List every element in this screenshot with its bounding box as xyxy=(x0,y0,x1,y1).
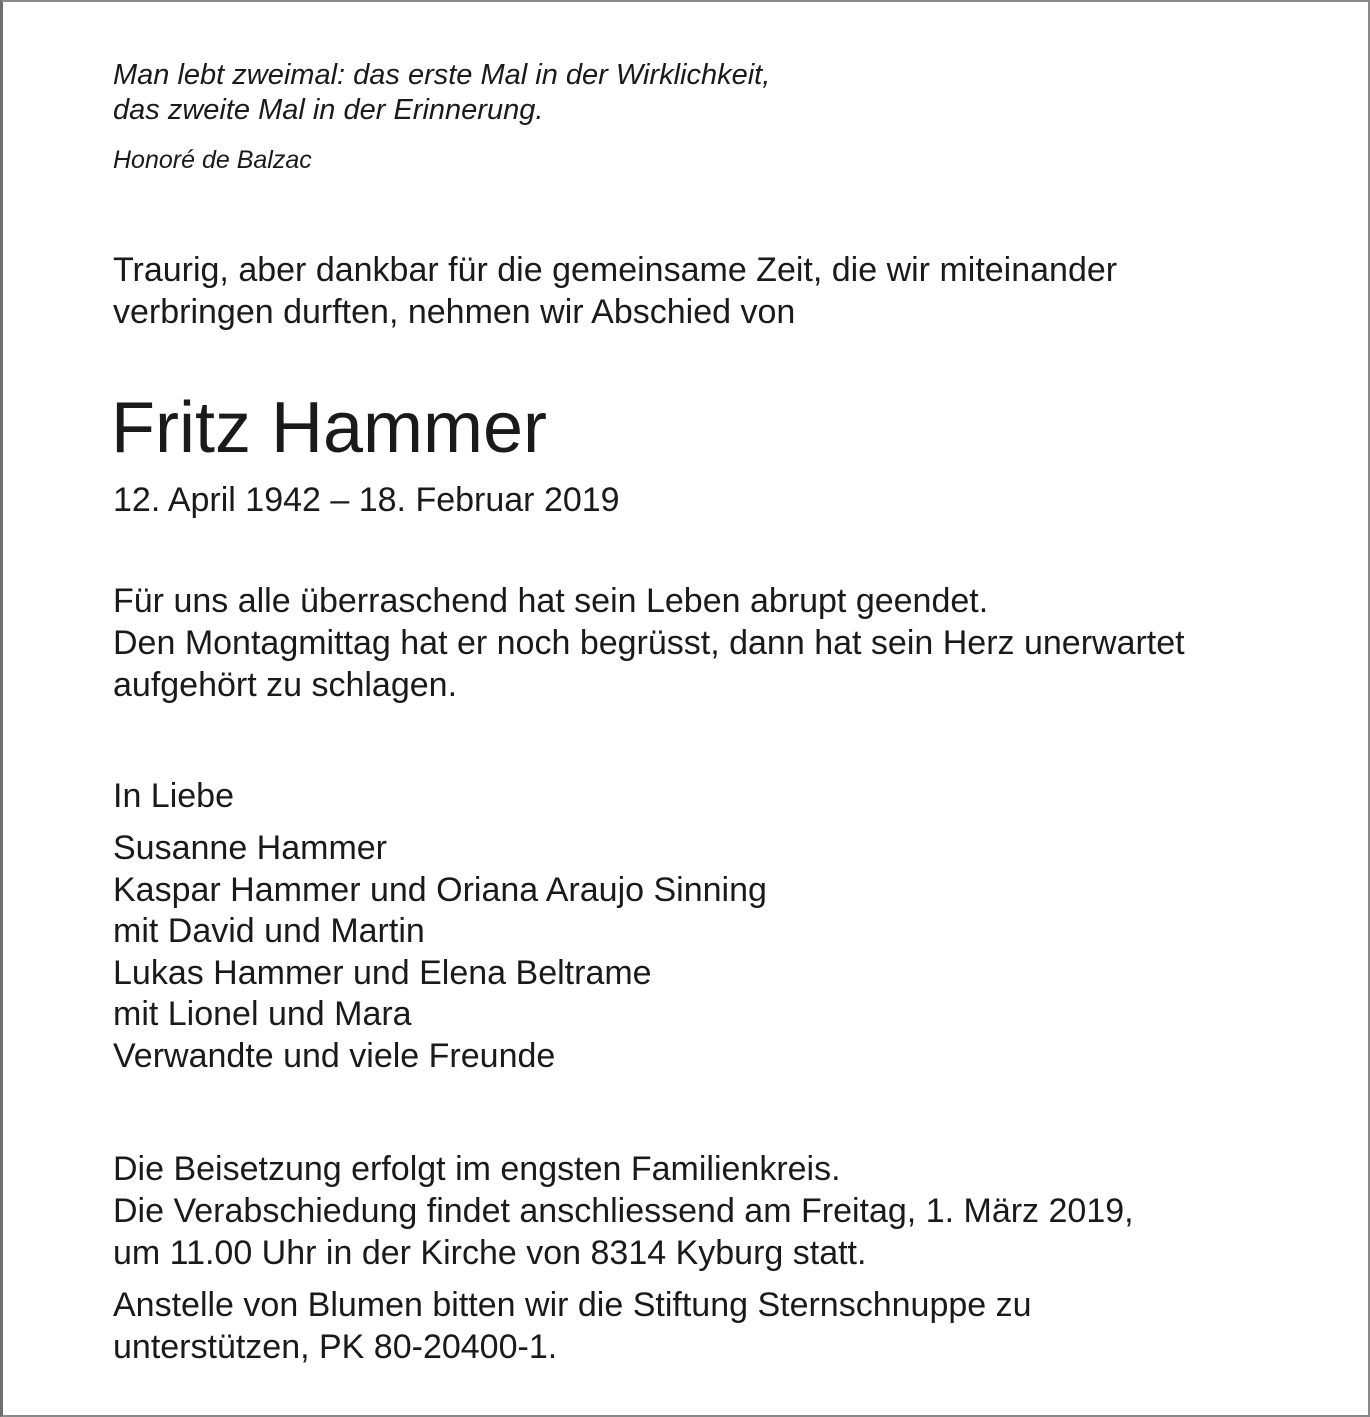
quote-line: Man lebt zweimal: das erste Mal in der Wirklichkeit, xyxy=(113,59,771,91)
closing-phrase: In Liebe xyxy=(113,777,234,815)
mourner-entry: Verwandte und viele Freunde xyxy=(113,1036,556,1075)
intro-text xyxy=(113,249,1117,333)
mourner-entry: Susanne Hammer xyxy=(113,829,388,867)
message-line: Für uns alle überraschend hat sein Leben abrupt geendet. xyxy=(113,582,989,620)
ceremony-info xyxy=(113,1148,1134,1274)
quote-author: Honoré de Balzac xyxy=(113,146,312,174)
message-line: Den Montagmittag hat er noch begrüsst, dann hat sein Herz unerwartet xyxy=(113,624,1185,662)
mourner-entry: mit Lionel und Mara xyxy=(113,995,412,1033)
ceremony-line: Die Verabschiedung findet anschliessend am Freitag, 1. März 2019, xyxy=(113,1192,1134,1230)
mourner-entry: Lukas Hammer und Elena Beltrame xyxy=(113,953,652,992)
mourners-list xyxy=(113,828,767,1077)
donation-request xyxy=(113,1284,1032,1368)
epigraph-quote xyxy=(113,58,770,128)
deceased-name: Fritz Hammer xyxy=(111,388,547,468)
mourner-entry: mit David und Martin xyxy=(113,912,425,950)
intro-line: Traurig, aber dankbar für die gemeinsame Zeit, die wir miteinander xyxy=(113,251,1118,289)
message-text xyxy=(113,580,1185,706)
donation-line: Anstelle von Blumen bitten wir die Stiftung Sternschnuppe zu xyxy=(113,1286,1032,1324)
ceremony-line: um 11.00 Uhr in der Kirche von 8314 Kyburg statt. xyxy=(113,1234,867,1272)
quote-line: das zweite Mal in der Erinnerung. xyxy=(113,94,544,126)
life-dates: 12. April 1942 – 18. Februar 2019 xyxy=(113,481,620,519)
donation-line: unterstützen, PK 80-20400-1. xyxy=(113,1328,558,1366)
ceremony-line: Die Beisetzung erfolgt im engsten Familienkreis. xyxy=(113,1150,841,1188)
mourner-entry: Kaspar Hammer und Oriana Araujo Sinning xyxy=(113,870,767,909)
message-line: aufgehört zu schlagen. xyxy=(113,666,458,704)
intro-line: verbringen durften, nehmen wir Abschied von xyxy=(113,293,796,331)
